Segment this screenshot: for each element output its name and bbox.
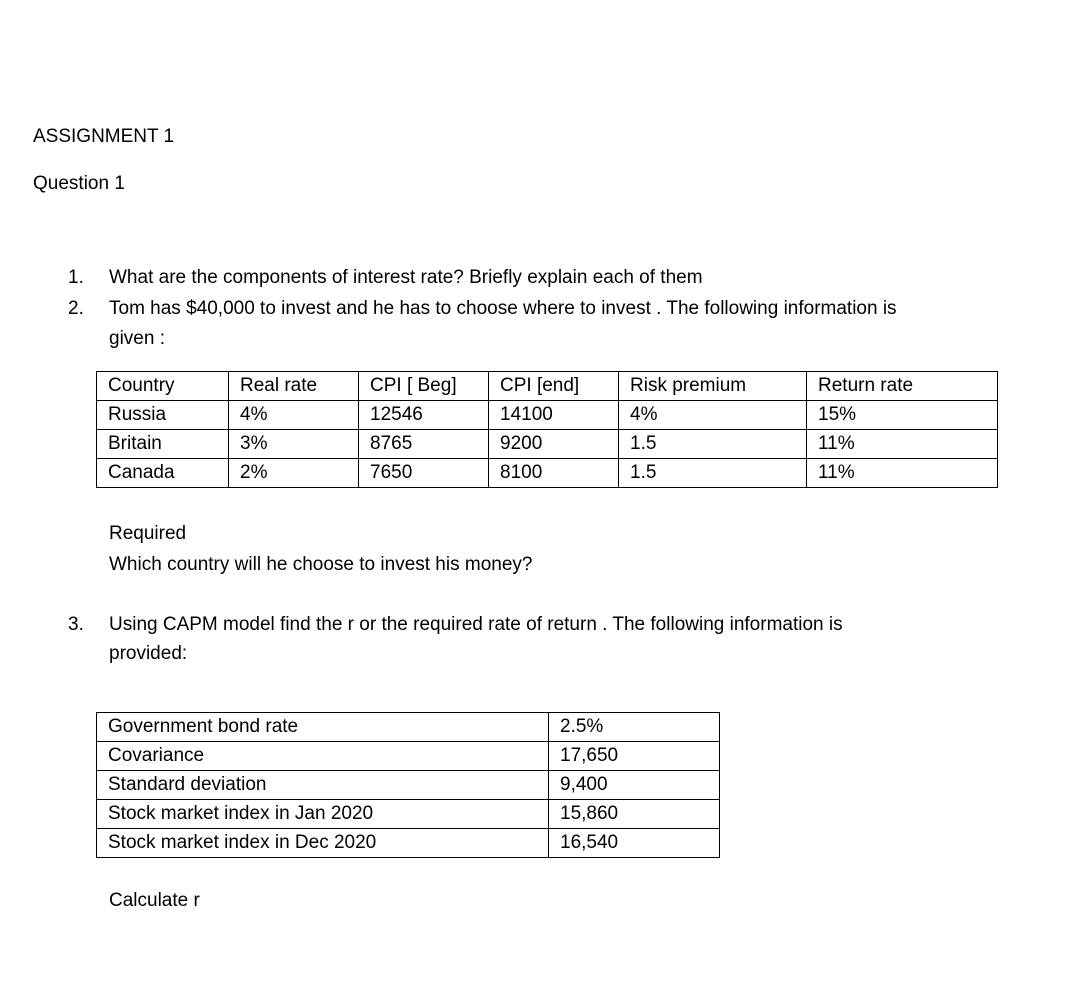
table-cell: 15,860 xyxy=(549,800,720,829)
item-number-3: 3. xyxy=(68,614,84,635)
question-label: Question 1 xyxy=(33,173,125,194)
question-1-text: What are the components of interest rate? Briefly explain each of them xyxy=(109,267,703,288)
table-cell: 3% xyxy=(229,430,359,459)
table-cell: Government bond rate xyxy=(97,713,549,742)
header-cell: Real rate xyxy=(229,372,359,401)
table-cell: 4% xyxy=(229,401,359,430)
table-cell: 2.5% xyxy=(549,713,720,742)
table-row xyxy=(97,829,720,858)
table-cell: 7650 xyxy=(359,459,489,488)
calculate-label: Calculate r xyxy=(109,890,200,911)
required-question: Which country will he choose to invest his money? xyxy=(109,554,533,575)
question-3-text-line2: provided: xyxy=(109,643,188,664)
table-cell: Canada xyxy=(97,459,229,488)
table-cell: 1.5 xyxy=(619,430,807,459)
table-cell: Covariance xyxy=(97,742,549,771)
header-cell: Risk premium xyxy=(619,372,807,401)
question-2-text-line2: given : xyxy=(109,328,165,349)
question-3-text-line1: Using CAPM model find the r or the required rate of return . The following information is xyxy=(109,614,843,635)
table-cell: Stock market index in Jan 2020 xyxy=(97,800,549,829)
header-cell: Return rate xyxy=(807,372,998,401)
assignment-title: ASSIGNMENT 1 xyxy=(33,126,175,147)
table-row xyxy=(97,800,720,829)
table-row xyxy=(97,771,720,800)
table-cell: 11% xyxy=(807,430,998,459)
header-cell: CPI [ Beg] xyxy=(359,372,489,401)
table-cell: 8100 xyxy=(489,459,619,488)
header-cell: CPI [end] xyxy=(489,372,619,401)
table-cell: Britain xyxy=(97,430,229,459)
table-cell: 9,400 xyxy=(549,771,720,800)
table-cell: 4% xyxy=(619,401,807,430)
country-table xyxy=(96,371,998,488)
item-number-1: 1. xyxy=(68,267,84,288)
table-cell: 2% xyxy=(229,459,359,488)
table-row xyxy=(97,430,998,459)
table-row xyxy=(97,459,998,488)
required-label: Required xyxy=(109,523,187,544)
table-cell: 11% xyxy=(807,459,998,488)
table-header-row xyxy=(97,372,998,401)
table-cell: 15% xyxy=(807,401,998,430)
table-cell: 9200 xyxy=(489,430,619,459)
table-cell: 12546 xyxy=(359,401,489,430)
table-cell: 1.5 xyxy=(619,459,807,488)
table-cell: 8765 xyxy=(359,430,489,459)
table-cell: 16,540 xyxy=(549,829,720,858)
table-row xyxy=(97,401,998,430)
table-row xyxy=(97,742,720,771)
capm-table xyxy=(96,712,720,858)
table-cell: 17,650 xyxy=(549,742,720,771)
table-cell: 14100 xyxy=(489,401,619,430)
table-cell: Russia xyxy=(97,401,229,430)
table-row xyxy=(97,713,720,742)
item-number-2: 2. xyxy=(68,298,84,319)
header-cell: Country xyxy=(97,372,229,401)
table-cell: Standard deviation xyxy=(97,771,549,800)
question-2-text-line1: Tom has $40,000 to invest and he has to choose where to invest . The following information is xyxy=(109,298,897,319)
table-cell: Stock market index in Dec 2020 xyxy=(97,829,549,858)
